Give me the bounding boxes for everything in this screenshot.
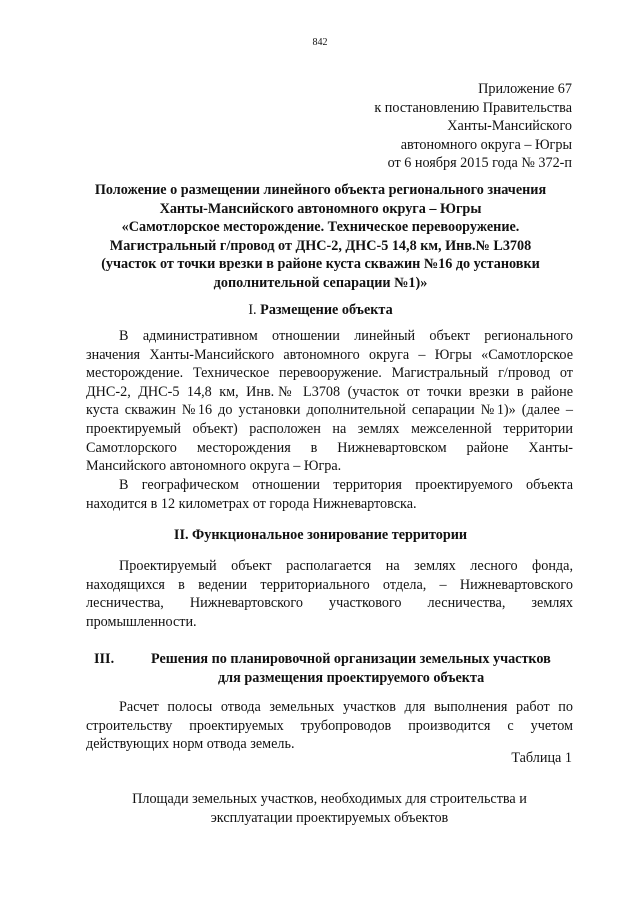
caption-line: Площади земельных участков, необходимых для строительства и: [132, 791, 527, 807]
text-line: В административном отношении линейный объект регионального: [119, 328, 573, 344]
text-line: значения Ханты-Мансийского автономного округа – Югры «Самотлорское: [86, 346, 573, 363]
section-2-paragraph-1: [86, 557, 573, 631]
section-1-paragraph-1: [86, 327, 573, 476]
section-2-heading: II. Функциональное зонирование территории: [173, 527, 468, 543]
text-line: находящихся в ведении территориального отдела, – Нижневартовского: [86, 576, 573, 593]
appendix-line: Ханты-Мансийского: [447, 118, 572, 135]
section-3-number: III.: [94, 651, 115, 667]
appendix-line: к постановлению Правительства: [374, 99, 572, 116]
table-caption: [86, 790, 573, 827]
section-3-title-line: для размещения проектируемого объекта: [218, 669, 485, 686]
text-line: ДНС-2, ДНС-5 14,8 км, Инв.№ L3708 (участок от точки врезки в районе: [86, 383, 573, 400]
title-line: дополнительной сепарации №1)»: [213, 274, 428, 291]
text-line: действующих норм отвода земель.: [86, 736, 295, 753]
section-1-paragraph-2: [86, 476, 573, 513]
text-line: Расчет полосы отвода земельных участков для выполнения работ по: [119, 699, 573, 715]
text-line: находится в 12 километрах от города Нижневартовска.: [86, 495, 417, 512]
caption-line: эксплуатации проектируемых объектов: [210, 809, 449, 826]
title-line: Положение о размещении линейного объекта регионального значения: [94, 182, 547, 198]
section-3-paragraph-1: [86, 698, 573, 754]
appendix-block: [374, 80, 572, 173]
section-1-heading: [68, 301, 573, 320]
text-line: проектируемый объект) расположен на землях межселенной территории: [86, 420, 573, 437]
appendix-line: автономного округа – Югры: [400, 136, 572, 153]
document-title: [68, 181, 573, 293]
text-line: Мансийского автономного округа – Югра.: [86, 458, 342, 475]
text-line: В географическом отношении территория проектируемого объекта: [119, 477, 573, 493]
section-1-title: Размещение объекта: [260, 302, 393, 318]
text-line: Самотлорского месторождения в Нижневартовском районе Ханты-: [86, 439, 573, 456]
title-line: (участок от точки врезки в районе куста скважин №16 до установки: [101, 256, 540, 273]
table-label: Таблица 1: [511, 750, 572, 766]
appendix-line: Приложение 67: [478, 81, 572, 97]
section-3-title-line: Решения по планировочной организации земельных участков: [151, 651, 551, 667]
title-line: «Самотлорское месторождение. Техническое перевооружение.: [121, 219, 520, 236]
page-number: 842: [312, 37, 328, 48]
text-line: Проектируемый объект располагается на землях лесного фонда,: [119, 558, 573, 574]
title-line: Ханты-Мансийского автономного округа – Югры: [159, 200, 482, 217]
text-line: лесничества, Нижневартовского участкового лесничества, землях: [86, 595, 573, 612]
text-line: промышленности.: [86, 613, 197, 630]
title-line: Магистральный г/провод от ДНС-2, ДНС-5 14,8 км, Инв.№ L3708: [109, 237, 532, 254]
appendix-line: от 6 ноября 2015 года № 372-п: [387, 155, 572, 172]
text-line: строительству проектируемых трубопроводов производится с учетом: [86, 717, 573, 734]
section-1-number: I.: [248, 302, 257, 318]
text-line: месторождение. Техническое перевооружение. Магистральный г/провод от: [86, 365, 573, 382]
text-line: куста скважин №16 до установки дополнительной сепарации №1)» (далее –: [86, 402, 573, 419]
